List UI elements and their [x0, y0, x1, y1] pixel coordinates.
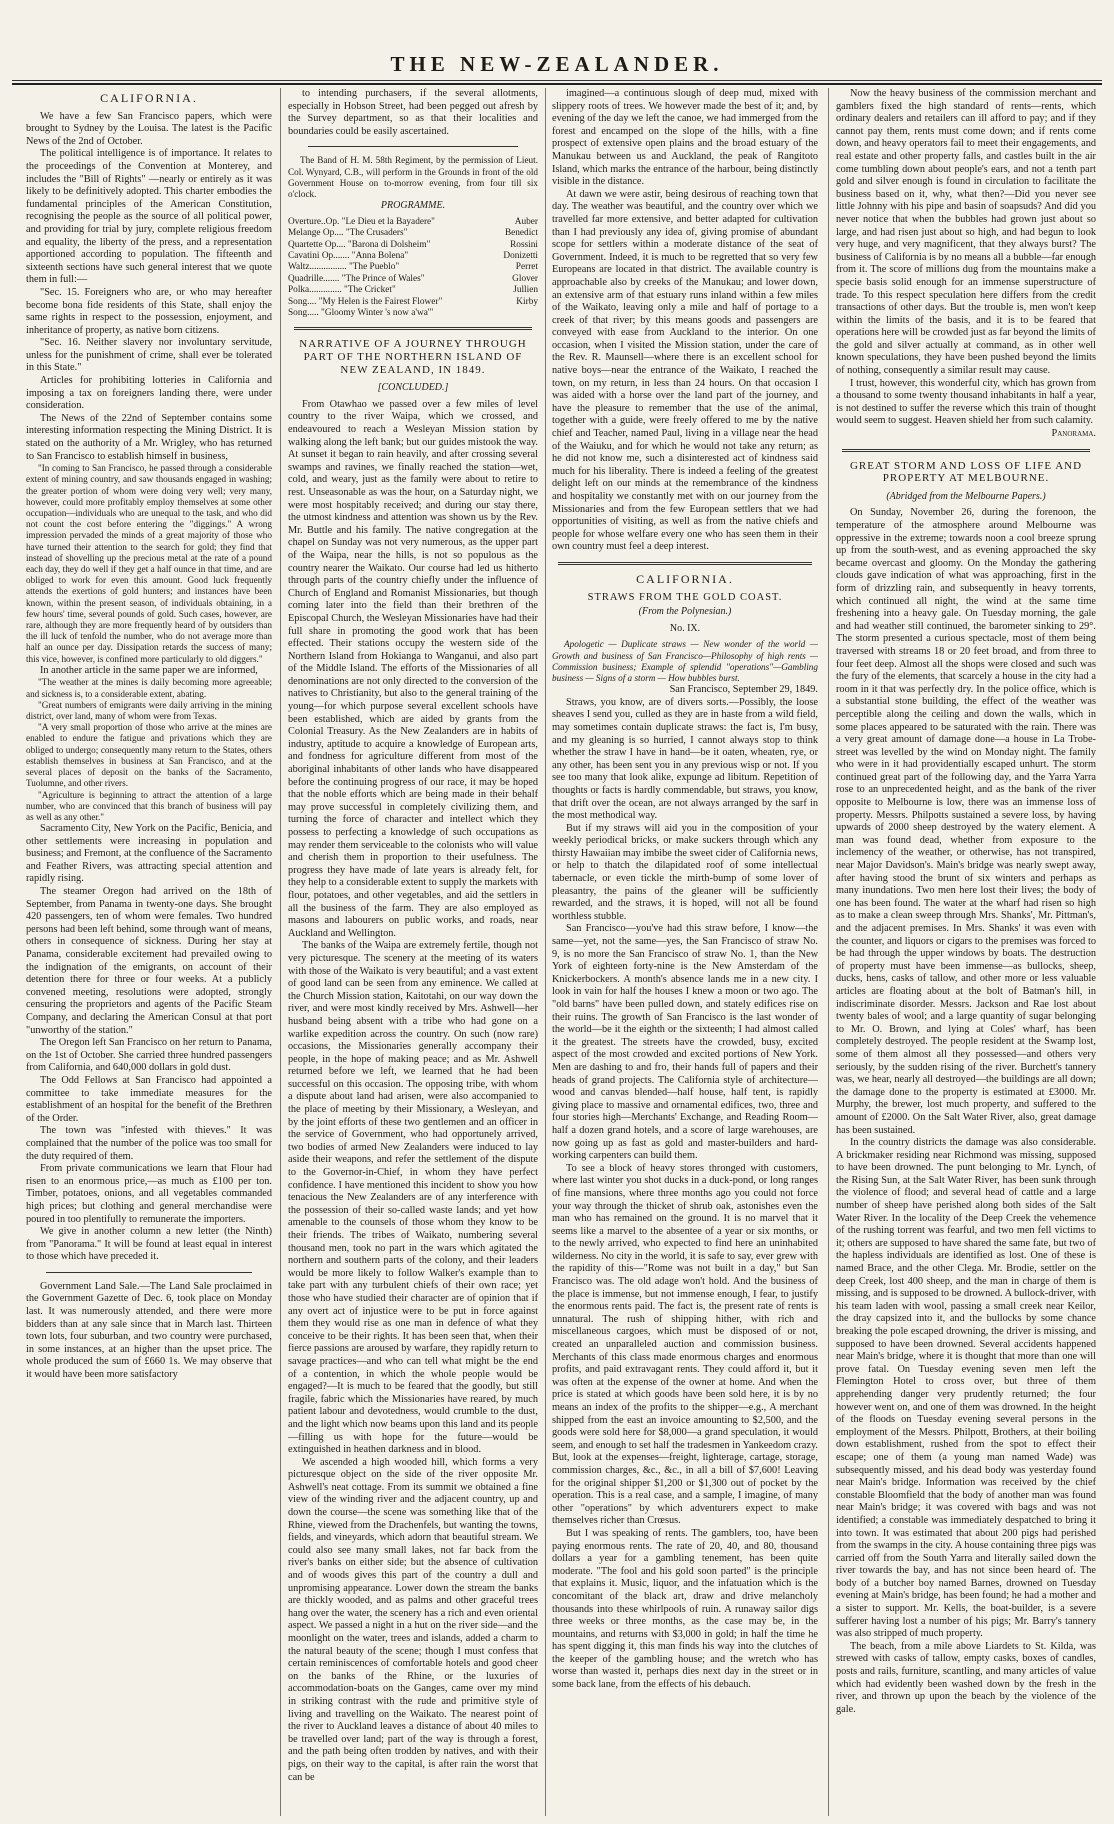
masthead-rule	[12, 80, 1102, 81]
programme-item: Song..... "Gloomy Winter 's now a'wa'"	[288, 308, 434, 319]
land-sale-paragraph: Government Land Sale.—The Land Sale proclaimed in the Government Gazette of Dec. 6, took place on Monday last. It was numerously attended, and there were more bidders than at any sale since that in March last. Thirteen town lots, four suburban, and two country were purchased, in some instances, at an higher than the upset price. The whole produced the sum of £660 1s. We may observe that it would have been more satisfactory	[26, 1280, 272, 1381]
programme-list	[288, 217, 538, 320]
article-paragraph: But if my straws will aid you in the composition of your weekly periodical bricks, or make suckers through which any thirsty Hawaiian may imbibe the sweet cider of California news, or help to thatch the dilapidated roof of some intellectual tabernacle, or even tickle the mirth-bump of some lover of pleasantry, the pains of the gleaner will be sufficiently rewarded, and the straws, it is hoped, will not all be found worthless stubble.	[552, 822, 818, 922]
article-paragraph: Straws, you know, are of divers sorts.—Possibly, the loose sheaves I send you, culled as they are in haste from a wild field, may sometimes contain duplicate straws: the fact is, I'm busy, and my gleaning is so hurried, I cannot always stop to think whether the straw I have in hand—be it oaten, wheaten, rye, or any other, has been sent you in any previous wisp or not. If you see too many that look alike, expunge ad libitum. Repetition of thoughts or facts is hardly commendable, but straws, you know, that drift over the ocean, are not always arranged by the sarf in the most methodical way.	[552, 696, 818, 822]
article-paragraph: The News of the 22nd of September contains some interesting information respecting the Mining District. It is stated on the authority of a Mr. Wrigley, who has returned to San Francisco to establish himself in business,	[26, 412, 272, 462]
programme-heading: PROGRAMME.	[380, 200, 446, 212]
quoted-paragraph: "In coming to San Francisco, he passed through a considerable extent of mining country, and saw thousands engaged in washing; the greater portion of whom were doing very well; very many, however, could more profitably employ themselves at some other occupation—individuals who are unequal to the task, and who did not count the cost before entering the "diggings." A wrong impression pervaded the minds of a great majority of those who have turned their attention to the search for gold; they find that instead of shovelling up the precious metal at the rate of a pound each day, they do well if they get a half ounce in that time, and are obliged to work for even this amount. Good luck frequently attends the exertions of gold hunters; and instances have been known, within the present season, of individuals obtaining, in a few hours' time, several pounds of gold. Such cases, however, are rare, although they are more frequently heard of by outsiders than the ill luck of tenfold the number, who do not average more than half an ounce per day. Dissipation retards the success of many; this vice, however, is confined more particularly to old diggers."	[26, 463, 272, 664]
article-paragraph: The town was "infested with thieves." It was complained that the number of the police was too small for the duty required of them.	[26, 1125, 272, 1162]
storm-heading: GREAT STORM AND LOSS OF LIFE AND PROPERTY AT MELBOURNE.	[849, 459, 1083, 485]
section-rule-double	[558, 562, 812, 565]
article-paragraph: But I was speaking of rents. The gamblers, too, have been paying enormous rents. The rate of 20, 40, and 80, thousand dollars a year for a gambling tenement, has been quite moderate. "The fool and his gold soon parted" is the principle that explains it. Music, liquor, and the infatuation which is the concomitant of the black art, draw and drive melancholy thousands into these whirlpools of ruin. A runaway sailor digs three weeks or three months, as the case may be, in the mountains, and returns with $3,000 in gold; in half the time he has spent digging it, this man finds his way into the clutches of the keeper of the gambling house; and the wretch who has worse than wasted it, perhaps dies next day in the street or in some back lane, from the effects of his debauch.	[552, 1527, 818, 1691]
programme-item: Melange Op.... "The Crusaders" Benedict	[288, 228, 538, 239]
article-paragraph: to intending purchasers, if the several allotments, especially in Hobson Street, had been pegged out afresh by the Survey department, so as that their localities and boundaries could be easily ascertained.	[288, 88, 538, 137]
column-3	[552, 88, 818, 1816]
article-paragraph: In the country districts the damage was also considerable. A brickmaker residing near Richmond was missing, supposed to have been drowned. The punt belonging to Mr. Lynch, of the Rising Sun, at the Salt Water River, has been sunk through the violence of flood; and several head of cattle and a large number of sheep have perished along both sides of the Salt Water River. In the locality of the Deep Creek the vehemence of the rushing torrent was fearful, and two men fell victims to it; others are supposed to have shared the same fate, but two of the hapless individuals are identified as lost. One of these is named Brace, and the other Clega. Mr. Brodie, settler on the deep Creek, lost 400 sheep, and the man in charge of them is missing, and is supposed to be drowned. A bullock-driver, with his team laden with wool, passing a small creek near Keilor, the dray capsized into it, and the bullocks by some chance breaking the pole escaped drowning, the driver is missing, and supposed to have been drowned. Several accidents happened near Main's bridge, where it is thought that more than one will prove fatal. On Tuesday evening seven men left the Flemington Hotel to cross over, but three of them apprehending danger very prudently returned; the four however went on, and one of them was drowned. In the height of the floods on Tuesday evening several persons in the employment of the Messrs. Philpott, Brothers, at their boiling down establishment, rushed from the spot to effect their escape; one of them (a young man named Wade) was subsequently missed, and his dead body was yesterday found near Main's bridge. Information was received by the chief constable Bloomfield that the body of another man was found near Main's bridge; it was covered with bags and was not identified; a constable was immediately despatched to bring it into town. It was estimated that about 200 pigs had perished from the swamps in the city. A house containing three pigs was carried off from the South Yarra and literally sailed down the river towards the bay, and has not since been heard of. The body of a butcher boy named Barnes, drowned on Tuesday evening at Main's bridge, has been found; he had a mother and a sister to support. Mr. Kells, the boat-builder, is a severe sufferer having lost a number of his pigs; Mr. Barry's tannery was also stripped of much property.	[836, 1137, 1096, 1640]
quoted-paragraph: "Agriculture is beginning to attract the attention of a large number, who are convinced that this branch of business will pay as well as any other."	[26, 789, 272, 822]
programme-item: Polka.............. "The Cricket" Jullien	[288, 285, 538, 296]
section-rule	[46, 1272, 252, 1273]
article-paragraph: The banks of the Waipa are extremely fertile, though not very picturesque. The scenery at the meeting of its waters with those of the Waikato is very beautiful; and a vast extent of good land can be seen from any eminence. We called at the Church Mission station, Kaitotahi, on our way down the river, and were most kindly received by Mrs. Ashwell—her husband being absent with a tribe who had gone on a warlike expedition across the country. On such (now rare) occasions, the Missionaries generally accompany their people, in the hope of making peace; and as Mr. Ashwell returned before we left, we learned that he had been successful on this occasion. The opposing tribe, with whom a dispute about land had arisen, were also accompanied to the place of meeting by their Missionary, a Wesleyan, and by the joint efforts of these two gentlemen and an officer in the service of Government, who had opportunely arrived, two bodies of armed New Zealanders were induced to lay aside their weapons, and refer the settlement of the dispute to the Governor-in-Chief, in whom they have perfect confidence. I have mentioned this incident to show you how tenacious the New Zealanders are of any interference with the possession of their so-called waste lands; and yet how amenable to the counsels of those whom they know to be their friends. The tribes of Waikato, numbering several thousand men, took no part in the wars which agitated the northern and southern parts of the colony, and their leaders would be more likely to follow Walker's example than to take part with any turbulent chiefs of their own race; yet those who have studied their character are of opinion that if any overt act of injustice were to be put in force against them they would rise as one man in defence of what they conceive to be their rights. It has been seen that, when their fierce passions are aroused by warfare, they rapidly return to savage practices—and who can tell what might be the end of a contention, in which the whole people would be engaged?—It is much to be feared that the goodly, but still fragile, fabric which the Missionaries have reared, by much patient labour and devotedness, would crumble to the dust, and the light which now beams upon this land and its people—filling us with hope for the future—would be extinguished in heathen darkness and in blood.	[288, 940, 538, 1456]
article-paragraph: "Sec. 15. Foreigners who are, or who may hereafter become bona fide residents of this State, shall enjoy the same rights in respect to the possession, enjoyment, and inheritance of property, as native born citizens.	[26, 286, 272, 336]
article-paragraph: "Sec. 16. Neither slavery nor involuntary servitude, unless for the punishment of crime, shall ever be tolerated in this State."	[26, 337, 272, 374]
straws-california-heading: CALIFORNIA.	[636, 571, 734, 586]
quoted-paragraph: "A very small proportion of those who arrive at the mines are enabled to endure the fatigue and privations which they are obliged to undergo; consequently many return to the States, others establish themselves in business at San Francisco, and at the several places of deposit on the banks of the Sacramento, Tuolumne, and other rivers.	[26, 722, 272, 789]
article-paragraph: To see a block of heavy stores thronged with customers, where last winter you shot ducks in a duck-pond, or long ranges of fine mansions, where three months ago you could not force your way through the thicket of shrub oak, astonishes even the man who has remained on the ground. It is no marvel that it seems like a marvel to the absentee of a year or six months, or to the newly arrived, who expected to find here an uninhabited wilderness. No city in the world, it is safe to say, ever grew with the rapidity of this—"Rome was not built in a day," but San Francisco was. The old adage won't hold. And the business of the place is immense, but not immense enough, I fear, to justify the enormous rents paid. The fact is, the present rate of rents is unnatural. The rush of shipping hither, with rich and miscellaneous cargoes, which must be disposed of or not, created an unparalleled auction and commission business. Merchants of this class made enormous charges and enormous profits, and paid extravagant rents. They could afford it, but it was often at the expense of the owner at home. And when the price is stated at which goods have been sold here, it is by no means an index of the profits to the shipper—e.g., A merchant shipped from the east an invoice amounting to $2,500, and the goods were sold here for $8,000—a grand speculation, it would seem, and enough to set half the tradesmen in Yankeedom crazy. But, look at the expenses—freight, lighterage, cartage, storage, commission charges, &c., &c., in all a bill of $7,600! Leaving for the original shipper $1,200 or $1,300 out of pocket by the operation. This is a real case, and a sample, I imagine, of many other "operations" by which adventurers expect to make themselves richer than Crœsus.	[552, 1162, 818, 1527]
programme-item: Song.... "My Helen is the Fairest Flower" Kirby	[288, 296, 538, 307]
article-paragraph: The Odd Fellows at San Francisco had appointed a committee to take immediate measures for the establishment of an hospital for the benefit of the Brethren of the Order.	[26, 1074, 272, 1124]
straws-synopsis: Apologetic — Duplicate straws — New wonder of the world — Growth and business of San Francisco—Philosophy of high rents — Commission business; Example of splendid "operations"—Gambling business — Signs of a storm — How bubbles burst.	[552, 639, 818, 683]
storm-subheading: (Abridged from the Melbourne Papers.)	[886, 490, 1046, 502]
article-paragraph: In another article in the same paper we are informed,	[40, 664, 258, 676]
column-separator	[828, 88, 829, 1816]
article-paragraph: We ascended a high wooded hill, which forms a very picturesque object on the side of the river opposite Mr. Ashwell's neat cottage. From its summit we obtained a fine view of the winding river and the adjacent country, up and down the course—the scene was something like that of the Rhine, viewed from the Drachenfels, but wanting the towns, fields, and vineyards, which adorn that beautiful stream. We could also see many small lakes, not far back from the river's banks on either side; but the absence of cultivation and of woods gives this part of the country a dull and unpromising appearance. Lower down the stream the banks are thickly wooded, and as palms and other graceful trees hang over the water, the scenery has a rich and even oriental aspect. We passed a night in a hut on the river side—and the moonlight on the water, trees and islands, added a charm to the natural beauty of the scene; though I must confess that certain reminiscences of comfortable hotels and good cheer on the banks of the Rhine, or the luxuries of accommodation-boats on the Ganges, came over my mind in striking contrast with the rude and primitive style of living and travelling on the Waikato. The nearest point of the river to Auckland leaves a distance of about 40 miles to be travelled over land; part of the way is through a forest, and the path being often trodden by natives, and with their pigs, on their way to the capital, is after rain the worst that can be	[288, 1456, 538, 1783]
straws-dateline: San Francisco, September 29, 1849.	[669, 684, 818, 696]
column-4	[836, 88, 1096, 1816]
article-paragraph: Sacramento City, New York on the Pacific, Benicia, and other settlements were increasing in population and business; and Fremont, at the confluence of the Sacramento and Feather Rivers, was attracting special attention and rapidly rising.	[26, 823, 272, 885]
quoted-paragraph: "The weather at the mines is daily becoming more agreeable; and sickness is, to a considerable extent, abating.	[26, 677, 272, 699]
article-paragraph: Articles for prohibiting lotteries in California and imposing a tax on foreigners landing there, were under consideration.	[26, 375, 272, 412]
article-paragraph: At dawn we were astir, being desirous of reaching town that day. The weather was beautiful, and the country over which we travelled far more extensive, and better adapted for cultivation than I had previously any idea of, giving promise of abundant scope for settlers within a moderate distance of the seat of Government. Indeed, it is much to be regretted that so very few Europeans are located in that district. The available country is approachable also by creeks of the Manukau; and lower down, an extensive arm of that estuary runs inland within a few miles of the Waikato, leaving only a mile and half of portage to a creek of that river; by this means goods and passengers are conveyed with ease from Auckland to the interior. On one occasion, when I visited the Mission station, under the care of the Rev. R. Maunsell—where there is an excellent school for native boys—near the entrance of the Waikato, I reached the town, on my return, in less than 24 hours. On that occasion I was aided with a horse over the land part of the journey, and have the pleasure to remember that the use of the animal, together with a guide, were freely offered to me by the native chief and Teacher, named Paul, living in a village near the head of the Waiuku, and for which he would not take any return; as he did not know me, such a disinterested act of kindness said much for his liberality. There is indeed a feeling of the greatest delight left on our minds at the remembrance of the kindness and hospitality we constantly met with on our journey from the Missionaries and from the few European settlers that we had opportunities of visiting, as well as from the native chiefs and people for whose welfare every one who has seen them in their own country must feel a deep interest.	[552, 188, 818, 553]
article-paragraph: We have a few San Francisco papers, which were brought to Sydney by the Louisa. The latest is the Pacific News of the 2nd of October.	[26, 110, 272, 147]
masthead	[0, 0, 1114, 78]
article-paragraph: I trust, however, this wonderful city, which has grown from a thousand to some twenty thousand inhabitants in half a year, is not destined to suffer the reverse which this train of thought would seem to suggest. Heaven shield her from such calamity.	[836, 377, 1096, 427]
article-paragraph: imagined—a continuous slough of deep mud, mixed with slippery roots of trees. We however made the best of it; and, by evening of the day we left the canoe, we had immerged from the forest and encamped on the slope of the hills, with a fine prospect of extensive open plains and the broad estuary of the Manukau between us and Auckland, the peak of Rangitoto Island, which marks the entrance of the harbour, being distinctly visible in the distance.	[552, 88, 818, 188]
article-paragraph: The steamer Oregon had arrived on the 18th of September, from Panama in twenty-one days. She brought 420 passengers, ten of whom were females. Two hundred persons had been left behind, some through want of means, others in consequence of sickness. During her stay at Panama, considerable excitement had prevailed owing to the indignation of the emigrants, on account of their detention there for three or four weeks. At a publicly convened meeting, resolutions were adopted, strongly censuring the proprietors and agents of the Pacific Steam Company, and declaring the American Consul at that port "unworthy of the station."	[26, 886, 272, 1036]
programme-item: Quadrille....... "The Prince of Wales" Glover	[288, 273, 538, 284]
article-paragraph: From Otawhao we passed over a few miles of level country to the river Waipa, which we crossed, and endeavoured to reach a Wesleyan Mission station by walking along the left bank; but our guides mistook the way. At sunset it began to rain heavily, and after crossing several swamps and ravines, we finally reached the station—wet, cold, and weary, just as the family were about to retire to rest. Unseasonable as was the hour, on a Saturday night, we were most hospitably received; and during our stay there, the utmost kindness and attention was shown us by the Rev. Mr. Buttle and his family. The native congregation at the chapel on Sunday was not very numerous, as the upper part of the Waipa, near the hills, is not so populous as the country nearer the Waikato. Our course had led us hitherto through parts of the country chiefly under the influence of Church of England and Romanist Missionaries, but though coming later into the field than their brethren of the Episcopal Church, the Wesleyan Missionaries have had their full share in promoting the good work that has been effected. Their stations occupy the western side of the Northern Island from Hokianga to Wanganui, and also part of the Middle Island. The efforts of the Missionaries of all denominations are not only directed to the conversion of the natives to Christianity, but also to the general training of the young—for which purpose several excellent schools have been established, which are aided by grants from the Colonial Treasury. As the New Zealanders are in habits of industry, aptitude to acquire a knowledge of European arts, and fondness for agriculture different from most of the aboriginal inhabitants of other lands who have disappeared before the continuing progress of our race, it may be hoped that the noble efforts which are being made in their behalf may prove successful in completely civilizing them, and turning the force of character and intellect which they possess to perfecting a knowledge of such occupations as may render them serviceable to the colonists who will value and cherish them in proportion to their usefulness. The progress they have made of late years is already felt, for they help to a considerable extent to supply the markets with flour, potatoes, and other vegetables, and aid the settlers in all the business of the farm. They are also employed as masons and labourers on public works, and roads, near Auckland and Wellington.	[288, 398, 538, 939]
section-rule	[308, 146, 518, 147]
article-paragraph: From private communications we learn that Flour had risen to an enormous price,—as much as £100 per ton. Timber, potatoes, onions, and all vegetables commanded high prices; but clothing and general merchandise were poured in too plentifully to remunerate the importers.	[26, 1163, 272, 1225]
straws-title: STRAWS FROM THE GOLD COAST.	[587, 591, 783, 603]
article-paragraph: The beach, from a mile above Liardets to St. Kilda, was strewed with casks of tallow, empty casks, boxes of candles, posts and rails, furniture, scantling, and many articles of value which had evidently been washed down by the fresh in the river, and thrown up upon the beach by the violence of the gale.	[836, 1640, 1096, 1715]
signature: Panorama.	[1051, 428, 1096, 440]
masthead-rule-thick	[12, 83, 1102, 85]
column-separator	[545, 88, 546, 1816]
article-paragraph: The political intelligence is of importance. It relates to the proceedings of the Convention at Monterey, and includes the "Bill of Rights" —nearly or entirely as it was likely to be definitively adopted. This charter embodies the fundamental principles of the American Constitution, recognising the people as the source of all political power, and providing for trial by jury, complete religious freedom and equality, the liberty of the press, and a representation apportioned according to population. The fifteenth and sixteenth sections have such general interest that we quote them in full:—	[26, 148, 272, 286]
straws-number: No. IX.	[669, 622, 701, 634]
masthead-title: THE NEW-ZEALANDER.	[390, 52, 724, 76]
california-heading: CALIFORNIA.	[100, 91, 198, 105]
quoted-paragraph: "Great numbers of emigrants were daily arriving in the mining district, over land, many of whom were from Texas.	[26, 699, 272, 722]
programme-item: Quartette Op.... "Barona di Dolsheim" Rossini	[288, 239, 538, 250]
straws-source: (From the Polynesian.)	[638, 606, 732, 618]
article-paragraph: On Sunday, November 26, during the forenoon, the temperature of the atmosphere around Melbourne was oppressive in the extreme; towards noon a cool breeze sprung up from the south-west, and as evening approached the sky became overcast and gloomy. On the Monday the gathering clouds gave indication of what was approaching, first in the form of drizzling rain, and subsequently in heavy torrents, which continued all night, the wind at the same time freshening into a heavy gale. On Tuesday morning, the gale and had weather still continued, the barometer sinking to 29°. The storm presented a curious spectacle, most of them being traversed with streams 18 or 20 feet broad, and from three to four feet deep. Almost all the shops were closed and such was the fury of the elements, that scarcely a house in the city had a room in it that was perfectly dry. In the police office, which is a substantial stone building, the effect of the weather was perceptible along the ceiling and down the walls, which in some places appeared to be saturated with the rain. There was a very great amount of damage done—a house in La Trobe-street was levelled by the wind on Monday night. The family who were in it had providentially escaped unhurt. The storm continued great part of the following day, and the Yarra Yarra rose to an unprecedented height, and as the bank of the river opposite to Melbourne is low, there was an immense loss of property. Messrs. Philpotts sustained a severe loss, by having upwards of 2000 sheep destroyed by the watery element. A man was found dead, whether from exposure to the inclemency of the weather, or otherwise, has not transpired, near Major Davidson's. Main's bridge was nearly swept away, after having stood the brunt of six winters and perhaps as many inundations. Two men here lost their lives; the body of one has been found. The water at the wharf had risen so high as to make a clean sweep through Mrs. Shanks', Mr. Pittman's, and the adjacent premises. In Mrs. Shanks' it was even with the counter, and liquors or cigars to the premises was forced to be had through the upper windows by boats. The destruction of property must have been immense—as bullocks, sheep, ducks, hens, casks of tallow, and other more or less valuable articles are floating about at the bolt of Batman's hill, in indiscriminate disorder. Messrs. Jackson and Rae lost about twenty bales of wool; and a large quantity of sugar belonging to Mr. O. Brown, and lying at Coles' wharf, has been completely destroyed. The people resident at the Swamp lost, some of them almost all they possessed—and others very seriously, by the sudden rising of the river. Burchett's tannery was, we hear, nearly all destroyed—the buildings are all down; the damage done to the property is estimated at £3000. Mr. Murphy, the brewer, lost much property, and suffered to the amount of £2000. On the Salt Water River, also, great damage has been sustained.	[836, 507, 1096, 1136]
band-notice: The Band of H. M. 58th Regiment, by the permission of Lieut. Col. Wynyard, C.B., will perform in the Grounds in front of the old Government House on to-morrow evening, from four till six o'clock.	[288, 155, 538, 199]
column-1	[26, 88, 272, 1816]
section-rule-double	[842, 449, 1090, 452]
column-2	[288, 88, 538, 1816]
programme-item: Overture..Op. "Le Dieu et la Bayadere" Auber	[288, 216, 538, 227]
article-paragraph: The Oregon left San Francisco on her return to Panama, on the 1st of October. She carried three hundred passengers from California, and 640,000 dollars in gold dust.	[26, 1037, 272, 1074]
article-paragraph: We give in another column a new letter (the Ninth) from "Panorama." It will be found at least equal in interest to those which have preceded it.	[26, 1226, 272, 1263]
programme-item: Waltz................ "The Pueblo" Perret	[288, 262, 538, 273]
narrative-subheading: [CONCLUDED.]	[377, 382, 449, 394]
article-paragraph: San Francisco—you've had this straw before, I know—the same—yet, not the same—yes, the San Francisco of straw No. 9, is no more the San Francisco of straw No. 1, than the New York of eighteen forty-nine is the New Amsterdam of the Knickerbockers. A month's absence lands me in a new city. I look in vain for half the houses I knew a moon or two ago. The "old barns" have been pulled down, and stately edifices rise on their ruins. The growth of San Francisco is the last wonder of the world—be it the eighth or the sixteenth; I had almost called it the greatest. The streets have the crowded, busy, excited aspect of the most crowded and excited portions of New York. Men are dashing to and fro, their hands full of papers and their heads of grand projects. The California style of architecture—wood and canvas blended—half house, half tent, is rapidly giving place to massive and ornamental edifices, two, three and four stories high—Merchants' Exchange, and Reading Room—half a dozen grand hotels, and a score of large warehouses, are now going up as fast as gold and master-builders and hard-working carpenters can build them.	[552, 923, 818, 1162]
article-paragraph: Now the heavy business of the commission merchant and gamblers fixed the high standard of rents—rents, which ordinary dealers and retailers can ill afford to pay; and if they cannot pay them, rents must come down; and if rents come down, and heavy operators fail to meet their engagements, and real estate and other property falls, and castles built in the air come tumbling down about people's ears, and not a tenth part gold and silver enough is found in circulation to facilitate the business based on it, why, what then?—Did you never see little Johnny with his pipe and basin of soapsuds? And did you never notice that when the bubbles had grown just about so large, and had risen just about so high, and had begun to look very huge, and very magnificent, that they always burst? The business of California is by no means all a bubble—far enough from it. The score of millions dug from the mountains make a specie basis solid enough for an immense superstructure of trade. To this respect speculation here differs from the credit transactions of other days. But the trouble is, men won't keep within the limits of the basis, and it is to be feared that operations here will be crowded just as far beyond the limits of the gold and silver actually at command, as in other well known speculations, they have been pushed beyond the limits of nothing, consequently a similar result may cause.	[836, 88, 1096, 377]
section-rule-double	[294, 327, 532, 330]
column-separator	[280, 88, 281, 1816]
narrative-heading: NARRATIVE OF A JOURNEY THROUGH PART OF THE NORTHERN ISLAND OF NEW ZEALAND, IN 1849.	[299, 338, 527, 376]
programme-item: Cavatini Op....... "Anna Bolena" Donizetti	[288, 251, 538, 261]
